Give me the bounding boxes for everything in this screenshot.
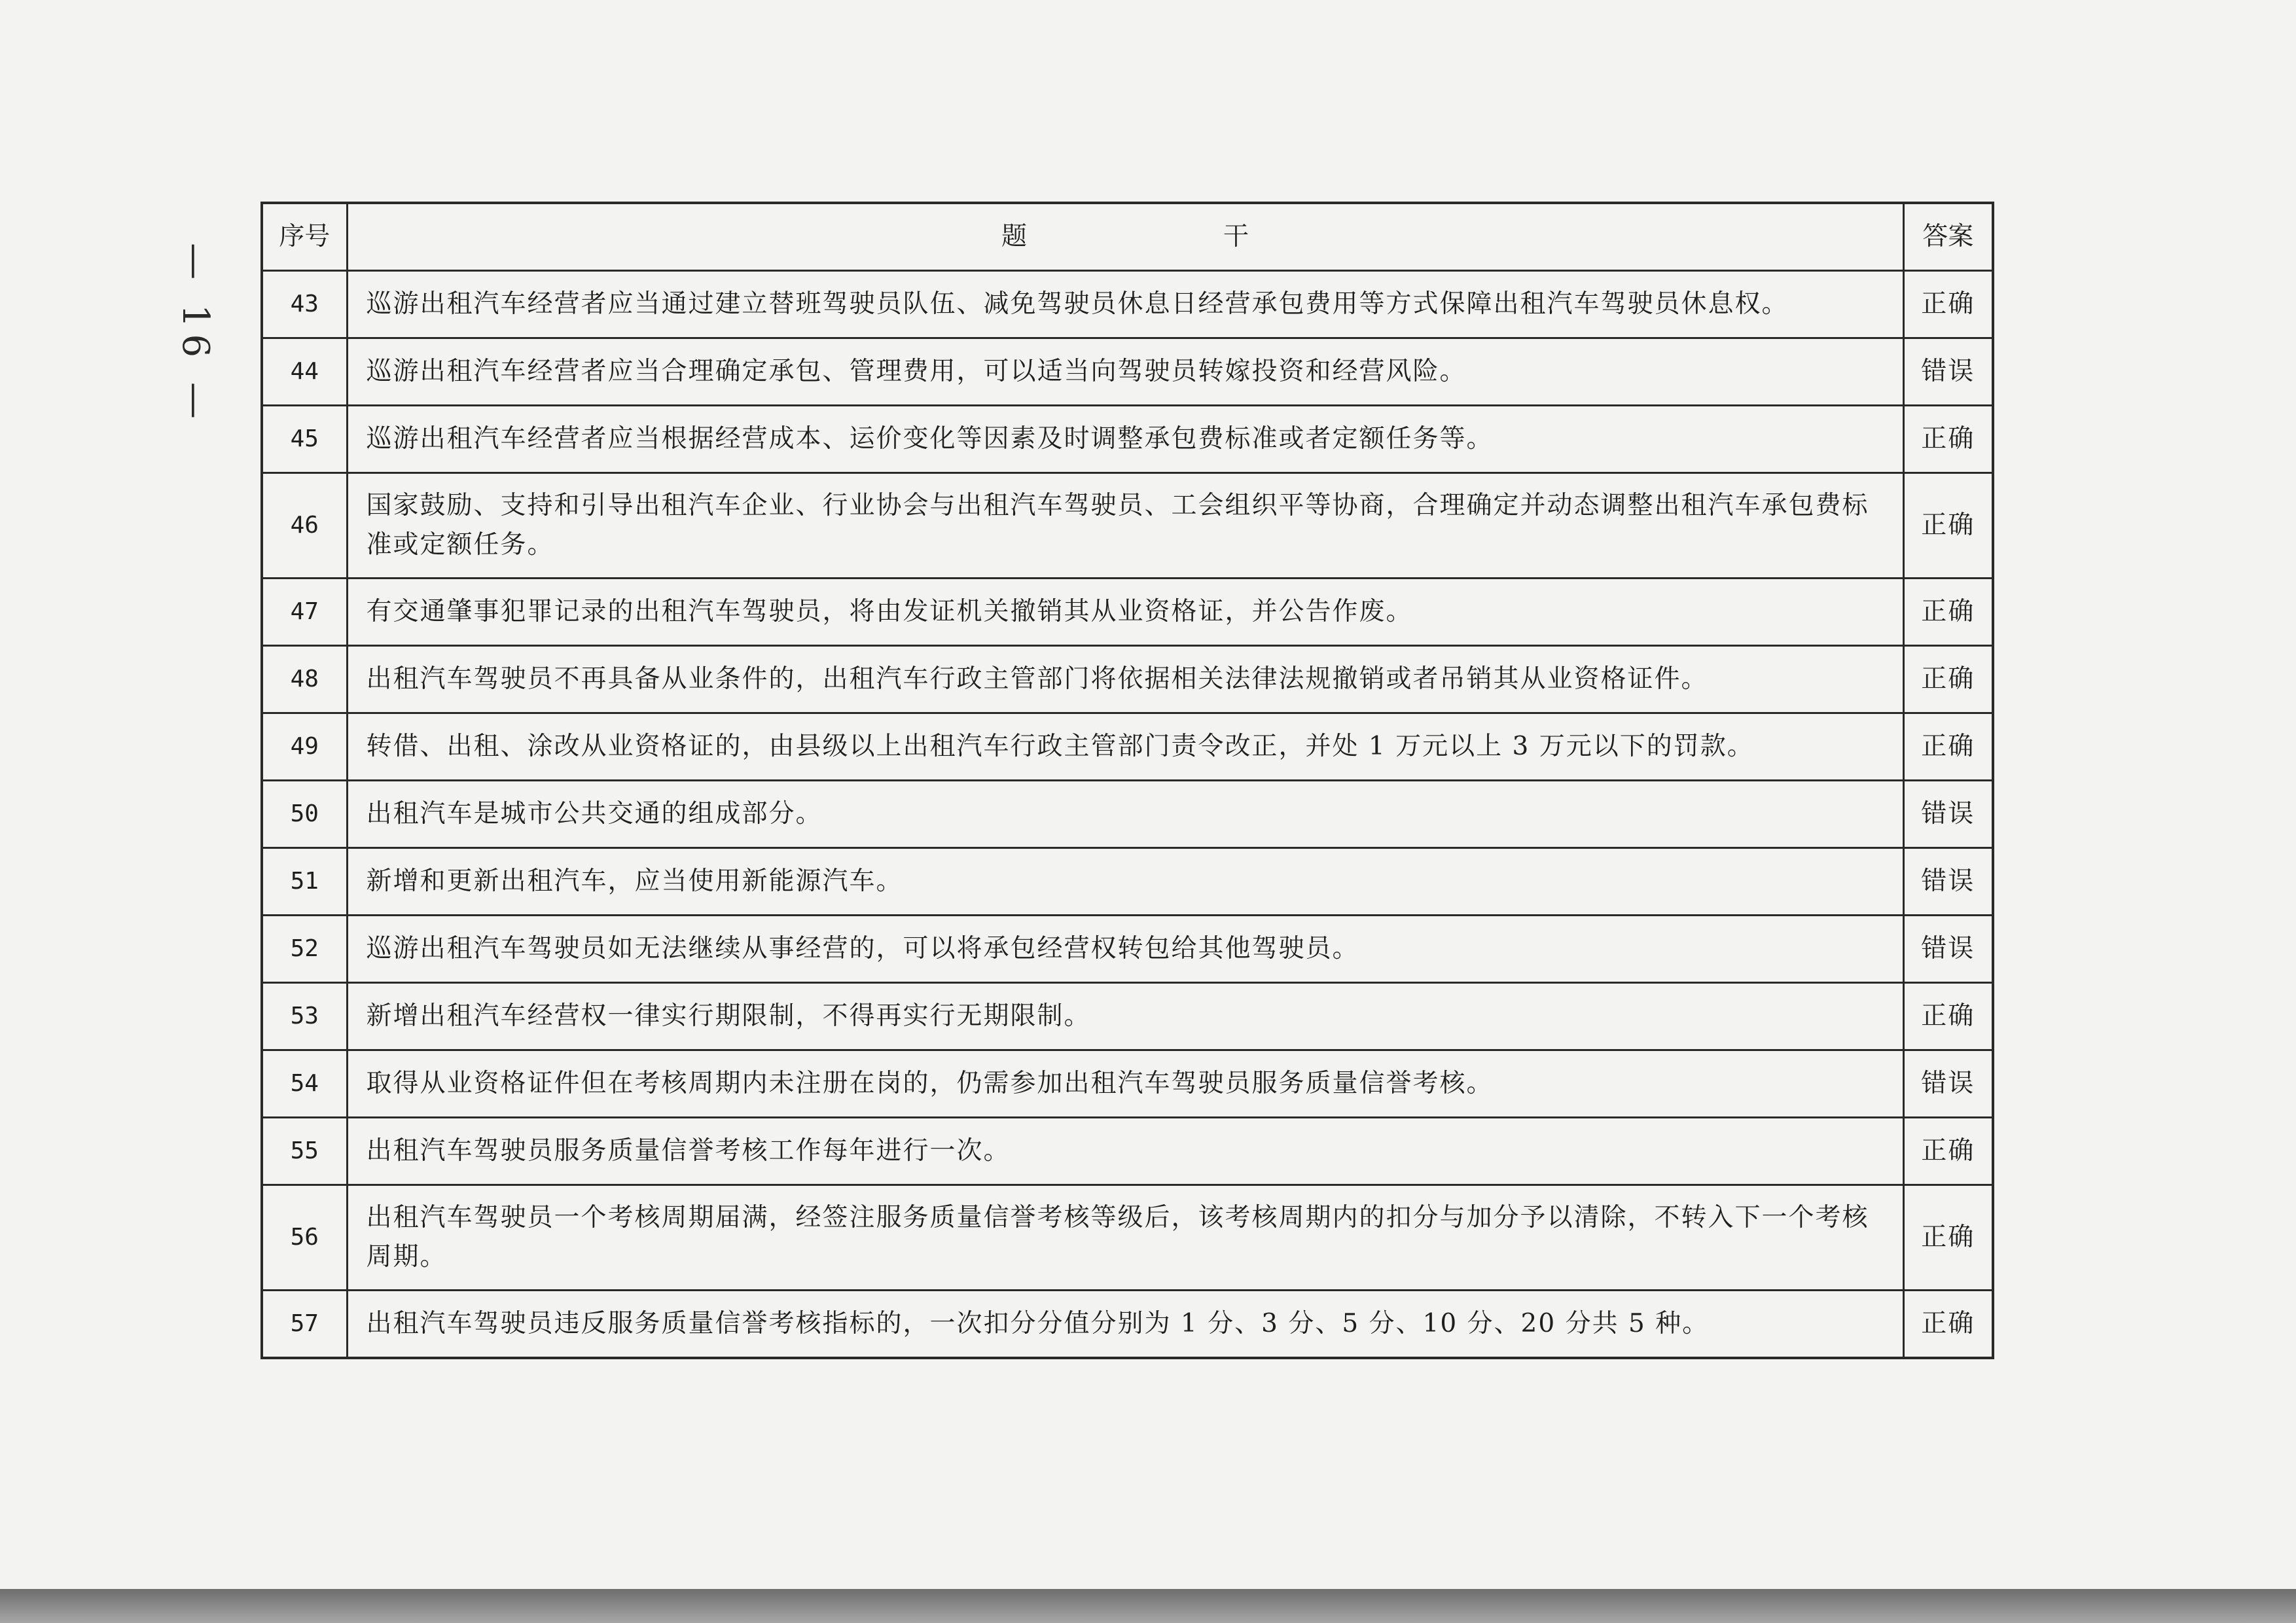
row-number: 44 — [262, 338, 347, 406]
table-row — [262, 579, 1993, 646]
row-answer: 错误 — [1903, 916, 1993, 983]
row-stem: 巡游出租汽车驾驶员如无法继续从事经营的，可以将承包经营权转包给其他驾驶员。 — [347, 916, 1903, 983]
table-row — [262, 473, 1993, 579]
row-number: 56 — [262, 1185, 347, 1291]
scan-edge-strip — [0, 1589, 2296, 1623]
row-answer: 正确 — [1903, 579, 1993, 646]
row-number: 46 — [262, 473, 347, 579]
row-number: 53 — [262, 983, 347, 1050]
table-row — [262, 1118, 1993, 1185]
row-stem: 出租汽车驾驶员一个考核周期届满，经签注服务质量信誉考核等级后，该考核周期内的扣分与加分予以清除，不转入下一个考核周期。 — [347, 1185, 1903, 1291]
row-answer: 正确 — [1903, 713, 1993, 781]
row-stem: 出租汽车是城市公共交通的组成部分。 — [347, 781, 1903, 848]
table-row — [262, 338, 1993, 406]
row-number: 54 — [262, 1050, 347, 1118]
row-answer: 正确 — [1903, 1291, 1993, 1359]
row-stem: 出租汽车驾驶员不再具备从业条件的，出租汽车行政主管部门将依据相关法律法规撤销或者吊销其从业资格证件。 — [347, 646, 1903, 713]
table-header-row — [262, 203, 1993, 271]
row-stem: 国家鼓励、支持和引导出租汽车企业、行业协会与出租汽车驾驶员、工会组织平等协商，合理确定并动态调整出租汽车承包费标准或定额任务。 — [347, 473, 1903, 579]
table-row — [262, 713, 1993, 781]
table-row — [262, 1185, 1993, 1291]
table-row — [262, 848, 1993, 916]
row-stem: 巡游出租汽车经营者应当根据经营成本、运价变化等因素及时调整承包费标准或者定额任务等。 — [347, 406, 1903, 473]
page-number-text: — 16 — — [173, 242, 217, 425]
row-stem: 有交通肇事犯罪记录的出租汽车驾驶员，将由发证机关撤销其从业资格证，并公告作废。 — [347, 579, 1903, 646]
table-row — [262, 1291, 1993, 1359]
row-number: 49 — [262, 713, 347, 781]
row-answer: 错误 — [1903, 848, 1993, 916]
table-row — [262, 646, 1993, 713]
row-answer: 正确 — [1903, 1185, 1993, 1291]
row-stem: 出租汽车驾驶员服务质量信誉考核工作每年进行一次。 — [347, 1118, 1903, 1185]
row-answer: 正确 — [1903, 406, 1993, 473]
row-answer: 正确 — [1903, 271, 1993, 338]
question-table — [260, 202, 1994, 1359]
row-stem: 新增和更新出租汽车，应当使用新能源汽车。 — [347, 848, 1903, 916]
table-row — [262, 916, 1993, 983]
row-stem: 转借、出租、涂改从业资格证的，由县级以上出租汽车行政主管部门责令改正，并处 1 万元以上 3 万元以下的罚款。 — [347, 713, 1903, 781]
row-stem: 新增出租汽车经营权一律实行期限制，不得再实行无期限制。 — [347, 983, 1903, 1050]
row-number: 47 — [262, 579, 347, 646]
row-answer: 正确 — [1903, 646, 1993, 713]
row-stem: 巡游出租汽车经营者应当通过建立替班驾驶员队伍、减免驾驶员休息日经营承包费用等方式保障出租汽车驾驶员休息权。 — [347, 271, 1903, 338]
table-row — [262, 1050, 1993, 1118]
table-header — [262, 203, 1993, 271]
row-number: 52 — [262, 916, 347, 983]
header-stem: 题干 — [347, 203, 1903, 271]
header-number: 序号 — [262, 203, 347, 271]
table-row — [262, 781, 1993, 848]
row-number: 48 — [262, 646, 347, 713]
row-stem: 取得从业资格证件但在考核周期内未注册在岗的，仍需参加出租汽车驾驶员服务质量信誉考核。 — [347, 1050, 1903, 1118]
table-row — [262, 406, 1993, 473]
page-number — [149, 236, 241, 432]
row-answer: 错误 — [1903, 1050, 1993, 1118]
table-row — [262, 983, 1993, 1050]
row-stem: 出租汽车驾驶员违反服务质量信誉考核指标的，一次扣分分值分别为 1 分、3 分、5 分、10 分、20 分共 5 种。 — [347, 1291, 1903, 1359]
row-answer: 正确 — [1903, 473, 1993, 579]
row-number: 55 — [262, 1118, 347, 1185]
row-answer: 正确 — [1903, 983, 1993, 1050]
row-answer: 错误 — [1903, 338, 1993, 406]
row-number: 45 — [262, 406, 347, 473]
row-number: 50 — [262, 781, 347, 848]
row-answer: 错误 — [1903, 781, 1993, 848]
row-number: 57 — [262, 1291, 347, 1359]
row-answer: 正确 — [1903, 1118, 1993, 1185]
table-row — [262, 271, 1993, 338]
header-answer: 答案 — [1903, 203, 1993, 271]
row-number: 51 — [262, 848, 347, 916]
row-stem: 巡游出租汽车经营者应当合理确定承包、管理费用，可以适当向驾驶员转嫁投资和经营风险。 — [347, 338, 1903, 406]
row-number: 43 — [262, 271, 347, 338]
